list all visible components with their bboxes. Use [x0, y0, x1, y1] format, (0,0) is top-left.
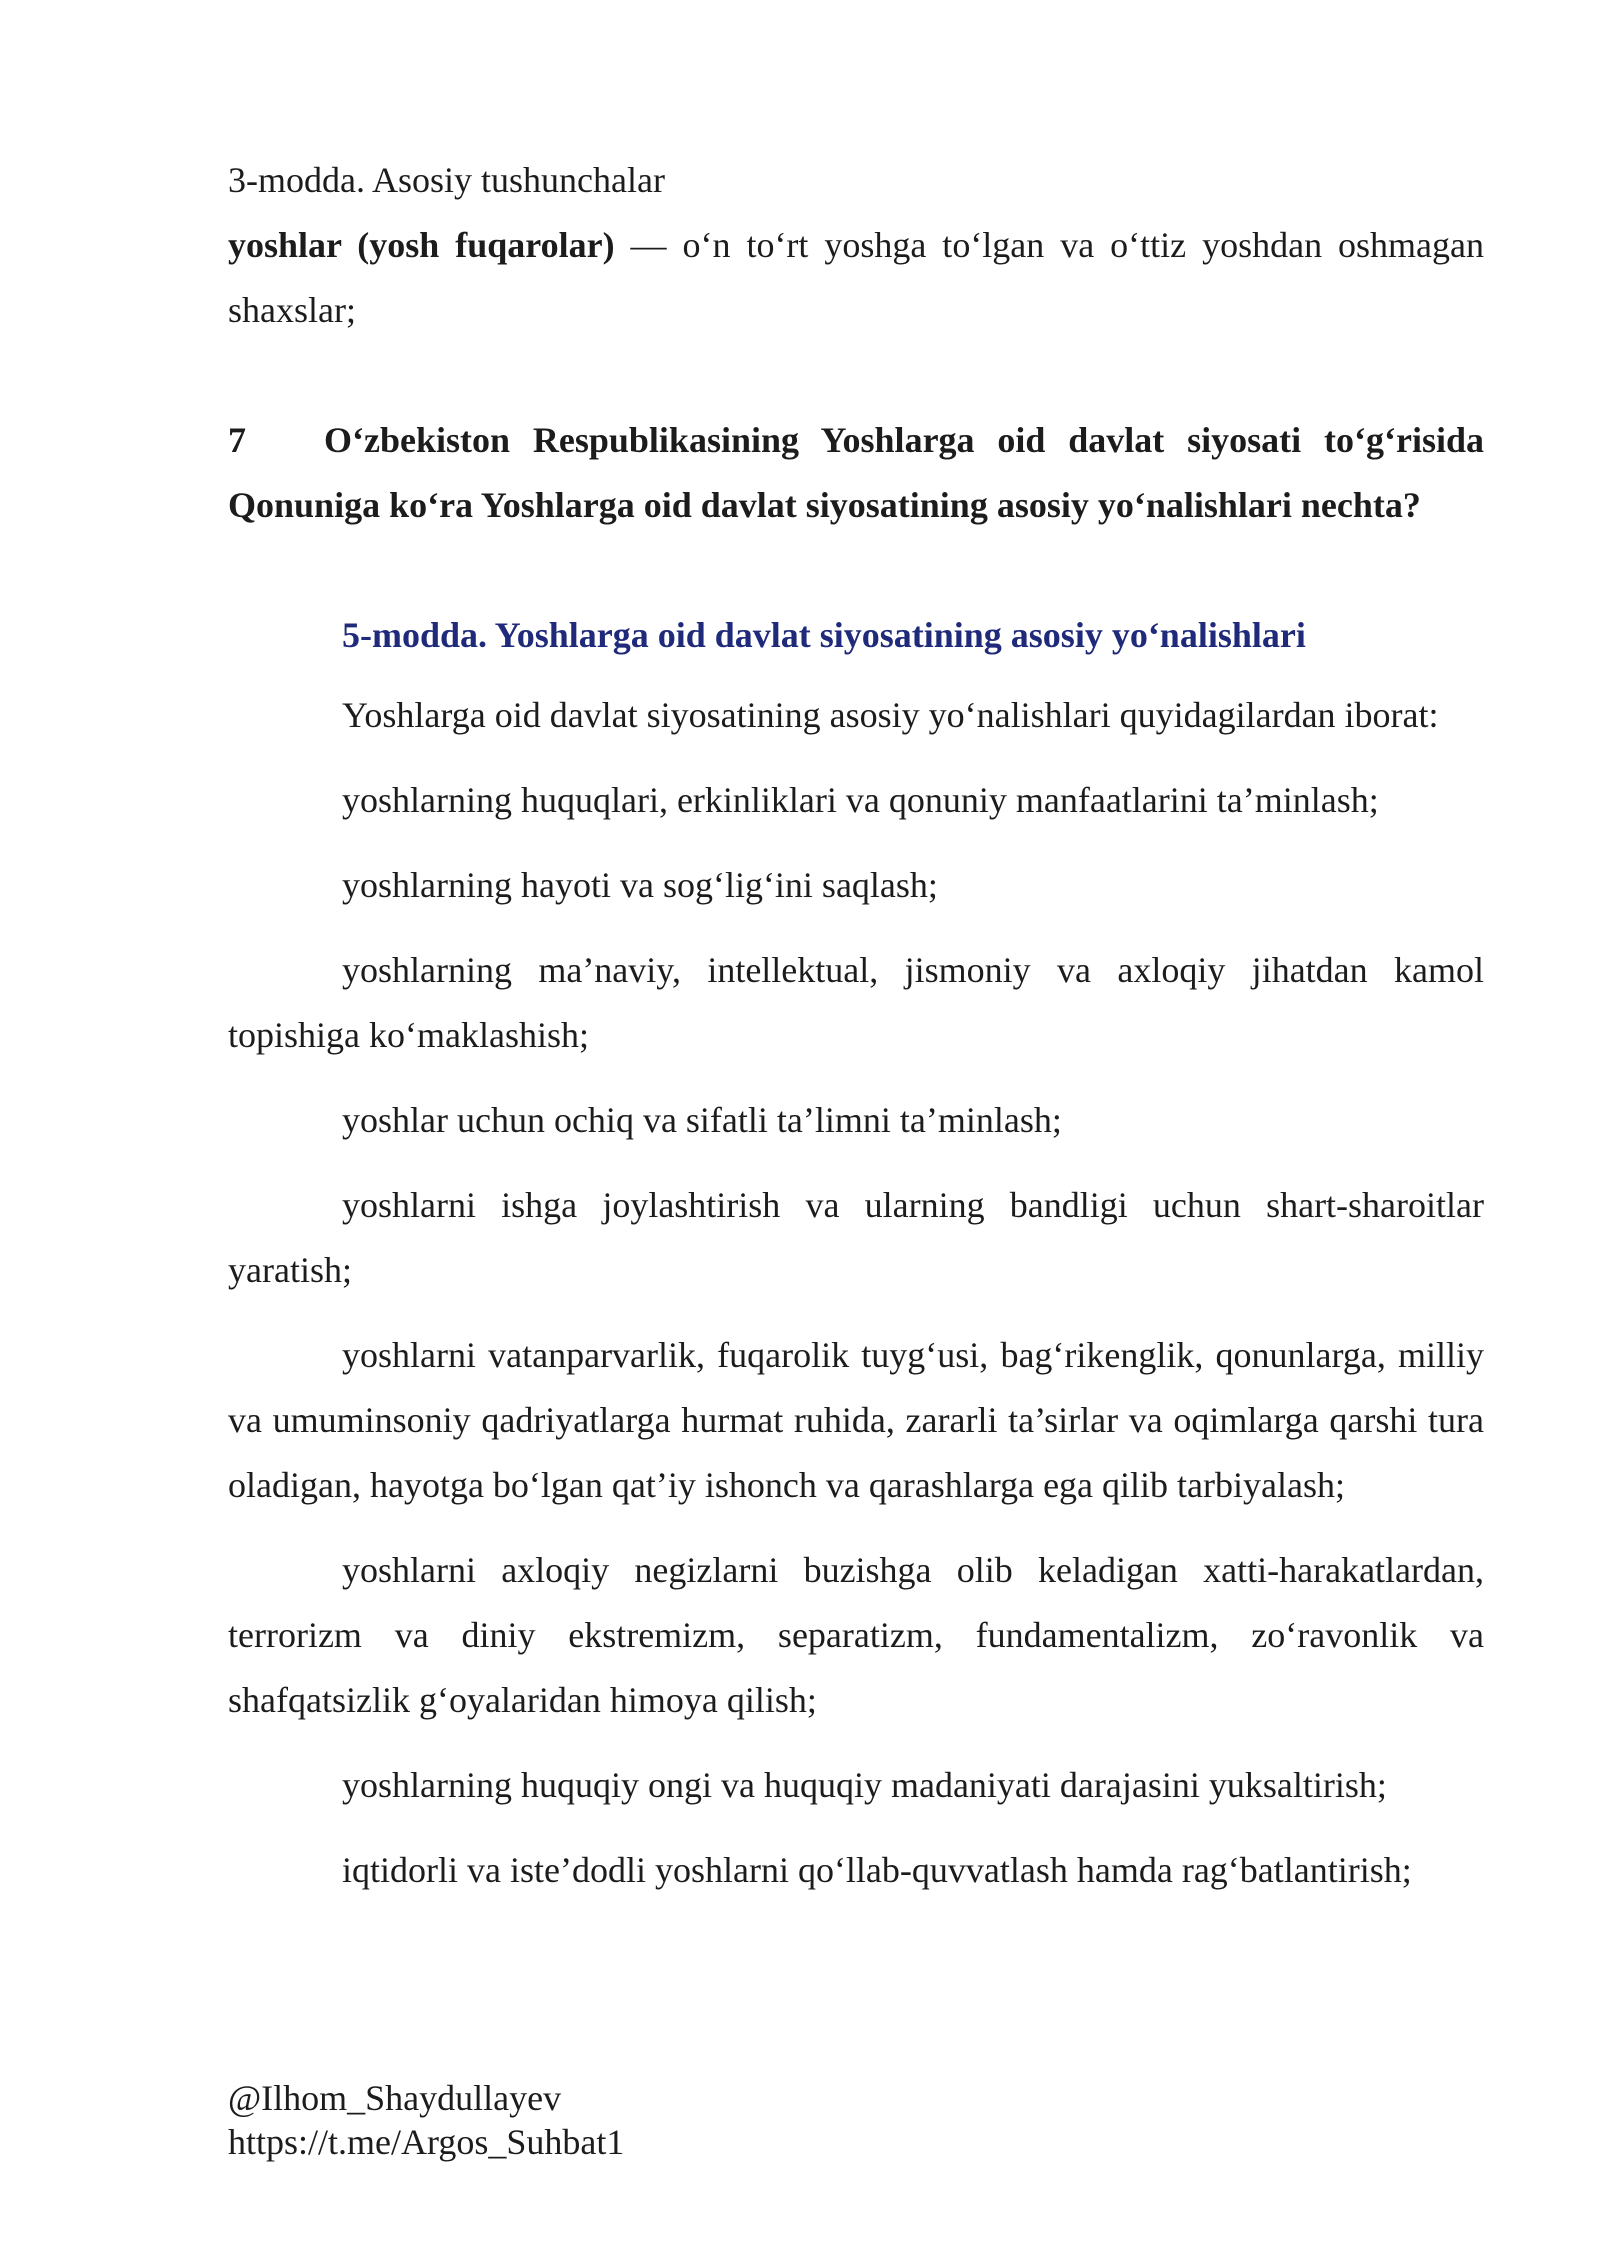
list-item: yoshlarning huquqlari, erkinliklari va qonuniy manfaatlarini ta’minlash;	[342, 780, 1379, 820]
question-text: O‘zbekiston Respublikasining Yoshlarga oid davlat siyosati to‘g‘risida Qonuniga ko‘ra Yoshlarga oid davlat siyosatining asosiy yo‘nalishlari nechta?	[228, 420, 1484, 525]
article-5-intro: Yoshlarga oid davlat siyosatining asosiy yo‘nalishlari quyidagilardan iborat:	[342, 695, 1439, 735]
footer	[228, 2076, 624, 2164]
question-number: 7	[228, 420, 246, 460]
channel-link[interactable]: https://t.me/Argos_Suhbat1	[228, 2122, 625, 2162]
list-item: yoshlarning huquqiy ongi va huquqiy madaniyati darajasini yuksaltirish;	[342, 1765, 1387, 1805]
list-item: yoshlarning ma’naviy, intellektual, jismoniy va axloqiy jihatdan kamol topishiga ko‘maklashish;	[228, 950, 1484, 1055]
list-item: yoshlarni vatanparvarlik, fuqarolik tuyg‘usi, bag‘rikenglik, qonunlarga, milliy va umuminsoniy qadriyatlarga hurmat ruhida, zararli ta’sirlar va oqimlarga qarshi tura oladigan, hayotga bo‘lgan qat’iy ishonch va qarashlarga ega qilib tarbiyalash;	[228, 1335, 1484, 1505]
definition-paragraph	[228, 213, 1484, 343]
list-item: yoshlar uchun ochiq va sifatli ta’limni ta’minlash;	[342, 1100, 1062, 1140]
definition-text: — o‘n to‘rt yoshga to‘lgan va o‘ttiz yoshdan oshmagan shaxslar;	[228, 225, 1484, 330]
question-paragraph	[228, 408, 1484, 538]
list-item: iqtidorli va iste’dodli yoshlarni qo‘llab-quvvatlash hamda rag‘batlantirish;	[342, 1850, 1412, 1890]
list-item: yoshlarni axloqiy negizlarni buzishga olib keladigan xatti-harakatlardan, terrorizm va diniy ekstremizm, separatizm, fundamentalizm, zo‘ravonlik va shafqatsizlik g‘oyalaridan himoya qilish;	[228, 1550, 1484, 1720]
author-handle: @Ilhom_Shaydullayev	[228, 2078, 562, 2118]
article-3-title: 3-modda. Asosiy tushunchalar	[228, 160, 665, 200]
document-page	[228, 148, 1484, 1903]
list-item: yoshlarning hayoti va sog‘lig‘ini saqlash;	[342, 865, 938, 905]
list-item: yoshlarni ishga joylashtirish va ularning bandligi uchun shart-sharoitlar yaratish;	[228, 1185, 1484, 1290]
definition-term: yoshlar (yosh fuqarolar)	[228, 225, 615, 265]
article-5-heading: 5-modda. Yoshlarga oid davlat siyosatining asosiy yo‘nalishlari	[342, 615, 1306, 655]
